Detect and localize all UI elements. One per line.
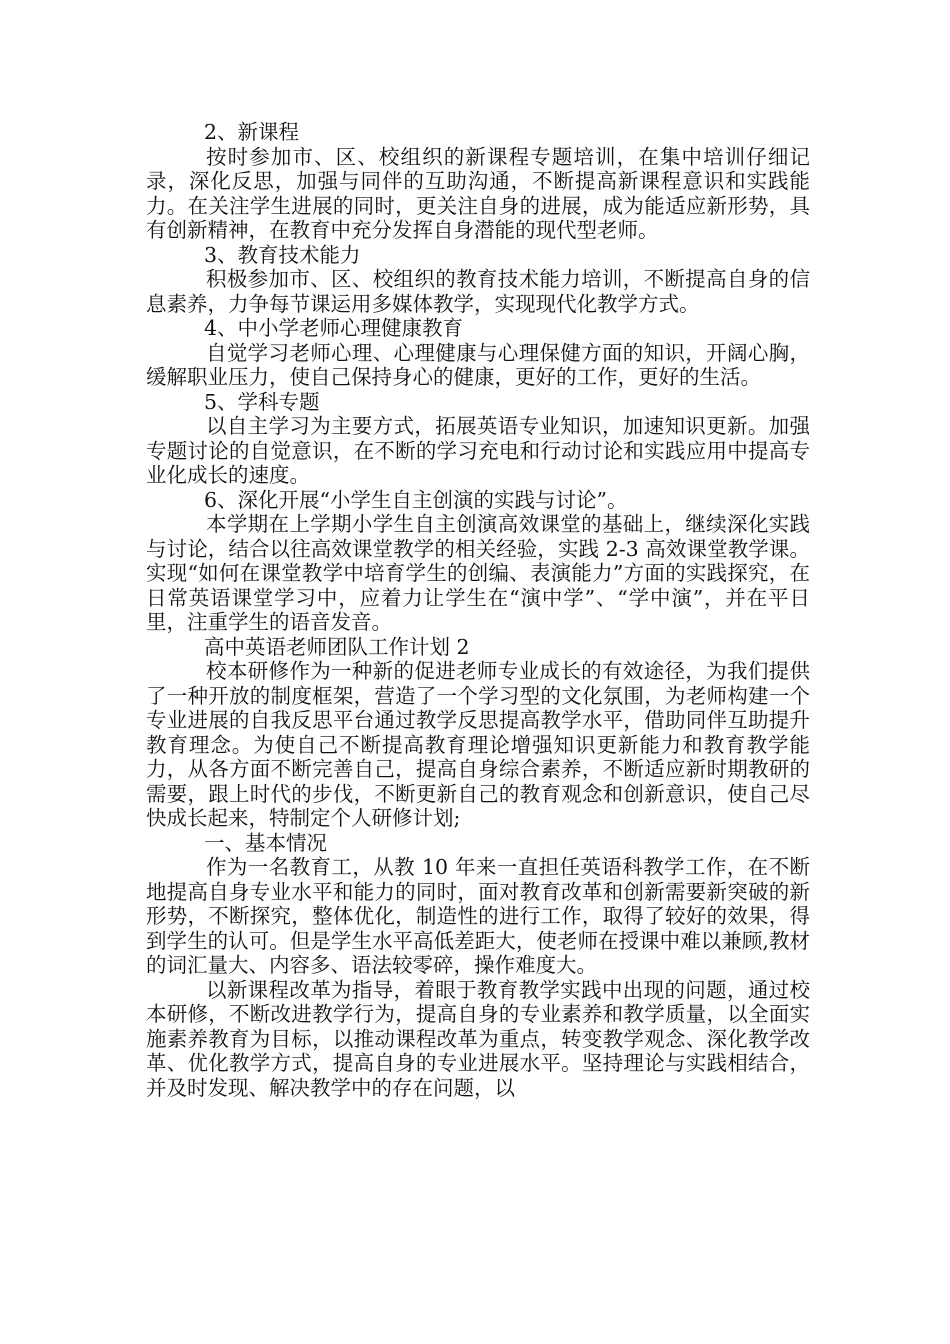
section-heading-basic-situation: 一、基本情况	[204, 830, 327, 855]
section-heading-creative-practice: 6、深化开展“小学生自主创演的实践与讨论”。	[204, 487, 628, 512]
paragraph-plan-intro: 校本研修作为一种新的促进老师专业成长的有效途径，为我们提供了一种开放的制度框架，营造了一个学习型的文化氛围，为老师构建一个专业进展的自我反思平台通过教学反思提高教学水平，借助同伴互助提升教育理念。为使自己不断提高教育理论增强知识更新能力和教育教学能力，从各方面不断完善自己，提高自身综合素养，不断适应新时期教研的需要，跟上时代的步伐，不断更新自己的教育观念和创新意识，使自己尽快成长起来，特制定个人研修计划;	[146, 659, 810, 830]
paragraph-guiding-idea: 以新课程改革为指导，着眼于教育教学实践中出现的问题，通过校本研修，不断改进教学行为，提高自身的专业素养和教学质量，以全面实施素养教育为目标，以推动课程改革为重点，转变教学观念、深化教学改革、优化教学方式，提高自身的专业进展水平。坚持理论与实践相结合，并及时发现、解决教学中的存在问题，以	[146, 977, 810, 1100]
section-heading-new-curriculum: 2、新课程	[204, 120, 300, 144]
paragraph-subject-topic: 以自主学习为主要方式，拓展英语专业知识，加速知识更新。加强专题讨论的自觉意识，在不断的学习充电和行动讨论和实践应用中提高专业化成长的速度。	[146, 414, 810, 487]
paragraph-mental-health: 自觉学习老师心理、心理健康与心理保健方面的知识，开阔心胸，缓解职业压力，使自己保持身心的健康，更好的工作，更好的生活。	[146, 340, 810, 389]
paragraph-basic-situation: 作为一名教育工，从教 10 年来一直担任英语科教学工作，在不断地提高自身专业水平和能力的同时，面对教育改革和创新需要新突破的新形势，不断探究，整体优化，制造性的进行工作，取得了较好的效果，得到学生的认可。但是学生水平高低差距大，使老师在授课中难以兼顾,教材的词汇量大、内容多、语法较零碎，操作难度大。	[146, 855, 810, 977]
paragraph-edu-tech: 积极参加市、区、校组织的教育技术能力培训，不断提高自身的信息素养，力争每节课运用多媒体教学，实现现代化教学方式。	[146, 267, 810, 316]
paragraph-new-curriculum: 按时参加市、区、校组织的新课程专题培训，在集中培训仔细记录，深化反思，加强与同伴的互助沟通，不断提高新课程意识和实践能力。在关注学生进展的同时，更关注自身的进展，成为能适应新形势，具有创新精神，在教育中充分发挥自身潜能的现代型老师。	[146, 144, 810, 242]
section-heading-edu-tech: 3、教育技术能力	[204, 242, 361, 267]
section-heading-mental-health: 4、中小学老师心理健康教育	[204, 316, 464, 340]
paragraph-creative-practice: 本学期在上学期小学生自主创演高效课堂的基础上，继续深化实践与讨论，结合以往高效课堂教学的相关经验，实践 2-3 高效课堂教学课。实现“如何在课堂教学中培育学生的创编、表演能力”方面的实践探究，在日常英语课堂学习中，应着力让学生在“演中学”、“学中演”，并在平日里，注重学生的语音发音。	[146, 512, 810, 634]
plan-title-2: 高中英语老师团队工作计划 2	[204, 634, 470, 659]
section-heading-subject-topic: 5、学科专题	[204, 389, 320, 414]
document-body	[146, 120, 810, 1100]
